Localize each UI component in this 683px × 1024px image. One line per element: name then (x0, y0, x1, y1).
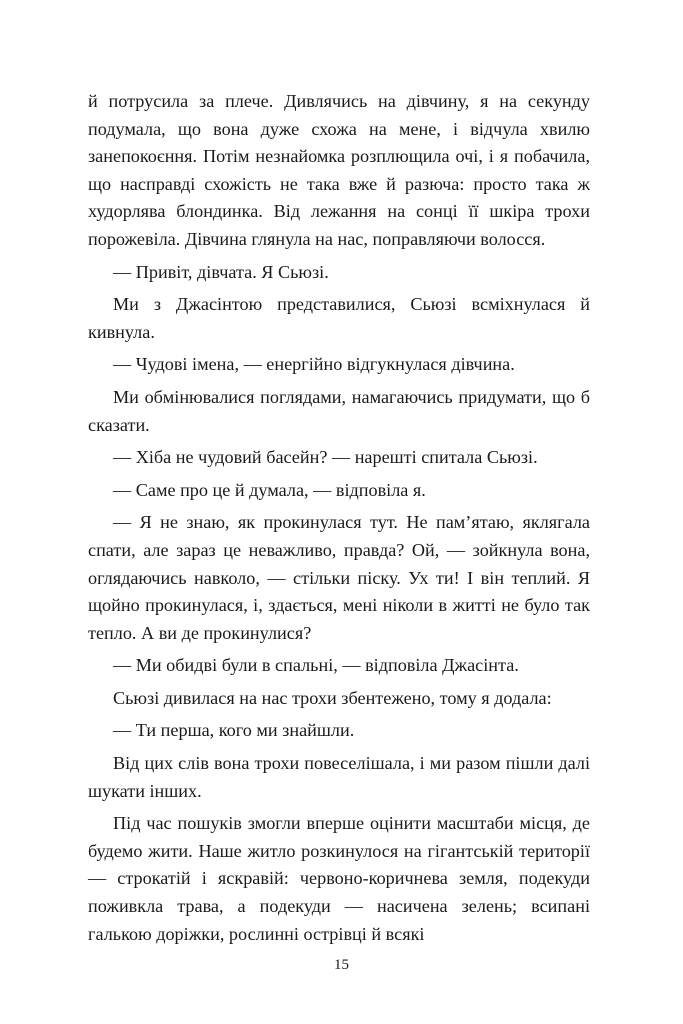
paragraph: — Ти перша, кого ми знайшли. (113, 720, 355, 741)
paragraph: Ми з Джасінтою представилися, Сьюзі всміхнулася й кивнула. (88, 294, 590, 342)
body-text (88, 88, 590, 948)
paragraph: Від цих слів вона трохи повеселішала, і ми разом пішли далі шукати інших. (88, 753, 590, 801)
paragraph: — Саме про це й думала, — відповіла я. (113, 479, 426, 500)
paragraph: Сьюзі дивилася на нас трохи збентежено, тому я додала: (113, 687, 552, 708)
paragraph: — Я не знаю, як прокинулася тут. Не пам’ятаю, яклягала спати, але зараз це неважливо, правда? Ой, — зойкнула вона, оглядаючись навколо, — стільки піску. Ух ти! І він теплий. Я щойно прокинулася, і, здається, мені ніколи в житті не було так тепло. А ви де прокинулися? (88, 512, 590, 643)
paragraph: — Ми обидві були в спальні, — відповіла Джасінта. (113, 655, 519, 676)
paragraph: — Чудові імена, — енергійно відгукнулася дівчина. (113, 354, 515, 375)
paragraph: Ми обмінювалися поглядами, намагаючись придумати, що б сказати. (88, 386, 590, 435)
page-number: 15 (334, 957, 349, 973)
paragraph: Під час пошуків змогли вперше оцінити масштаби місця, де будемо жити. Наше житло розкинулося на гігантській території — строкатій і яскравій: червоно-коричнева земля, подекуди поживкла трава, а подекуди — насичена зелень; всипані галькою доріжки, рослинні острівці й всякі (88, 813, 590, 944)
paragraph: — Хіба не чудовий басейн? — нарешті спитала Сьюзі. (113, 447, 538, 468)
paragraph: й потрусила за плече. Дивлячись на дівчину, я на секунду подумала, що вона дуже схожа на мене, і відчула хвилю занепокоєння. Потім незнайомка розплющила очі, і я побачила, що насправді схожість не така вже й разюча: просто така ж худорлява блондинка. Від лежання на сонці її шкіра трохи порожевіла. Дівчина глянула на нас, поправляючи волосся. (88, 91, 590, 249)
paragraph: — Привіт, дівчата. Я Сьюзі. (113, 261, 329, 282)
